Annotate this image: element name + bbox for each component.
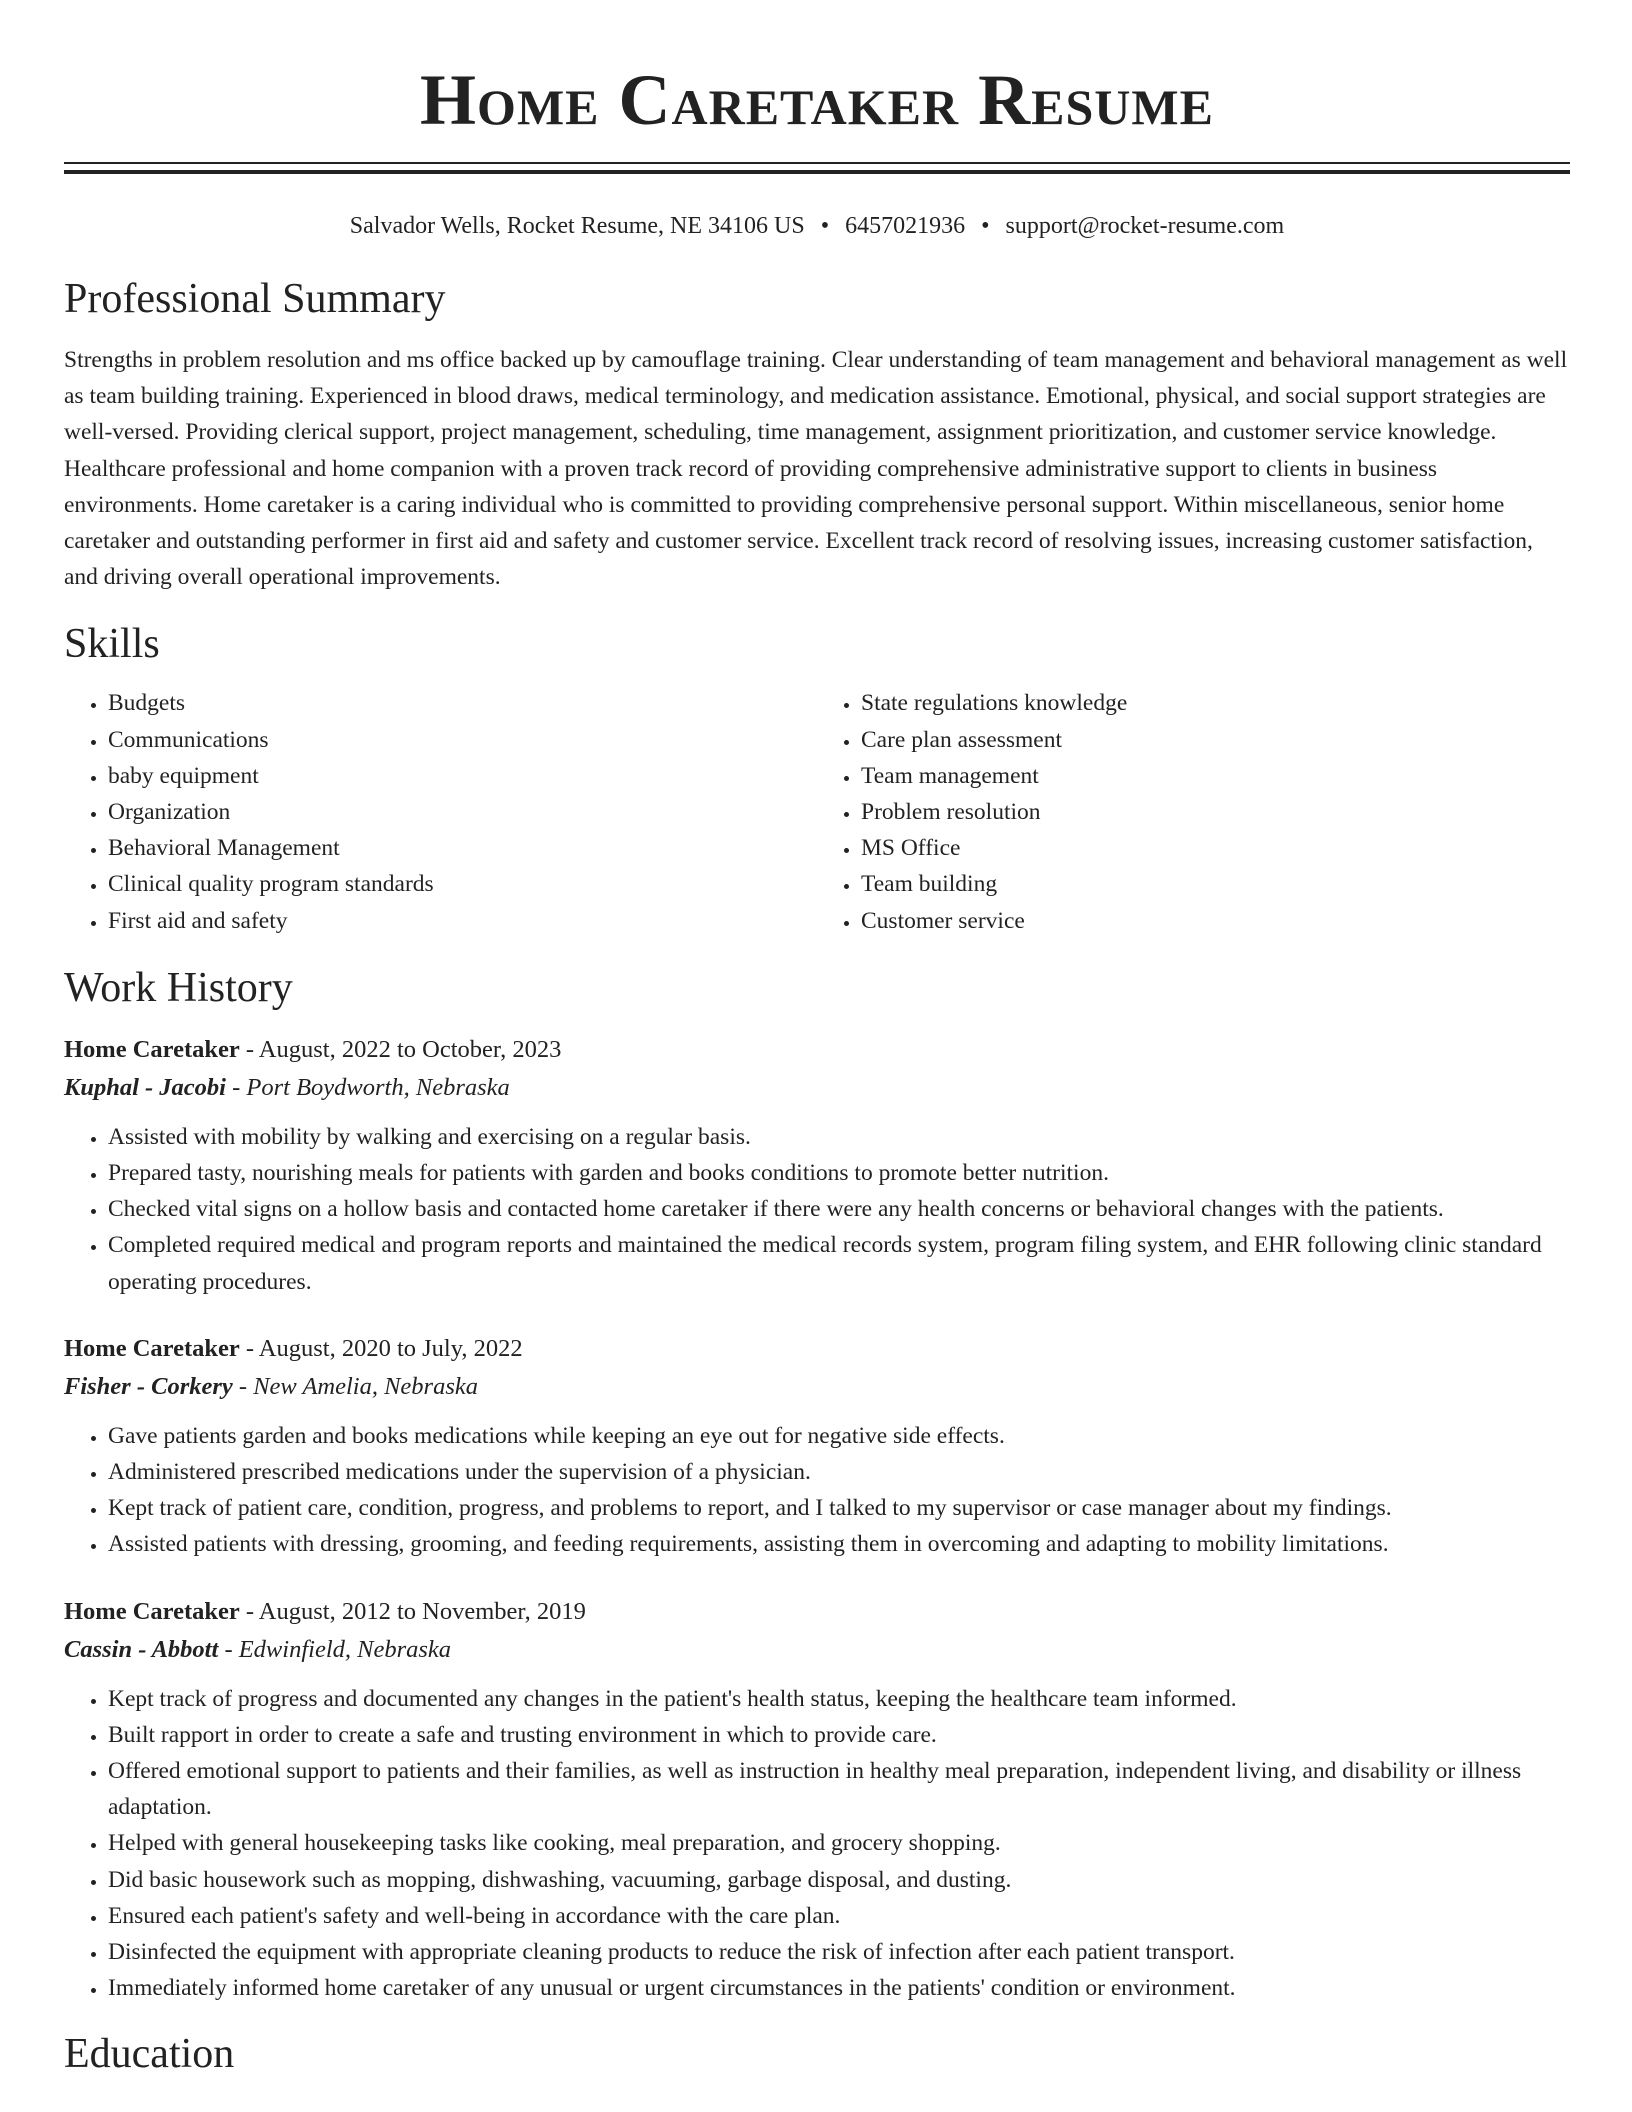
contact-separator: • <box>820 213 830 239</box>
skill-item: • First aid and safety <box>108 903 817 939</box>
skill-item: • MS Office <box>861 830 1570 866</box>
job-dates: - August, 2020 to July, 2022 <box>239 1334 523 1362</box>
contact-phone: 6457021936 <box>845 213 966 239</box>
skills-column-left <box>64 685 817 938</box>
job-bullet: • Assisted patients with dressing, grooming, and feeding requirements, assisting them in overcoming and adapting to mobility limitations. <box>108 1526 1570 1562</box>
job-bullet: • Kept track of patient care, condition, progress, and problems to report, and I talked to my supervisor or case manager about my findings. <box>108 1490 1570 1526</box>
summary-text: Strengths in problem resolution and ms office backed up by camouflage training. Clear understanding of team management and behavioral management as well as team building training. Experienced in blood draws, medical terminology, and medication assistance. Emotional, physical, and social support strategies are well-versed. Providing clerical support, project management, scheduling, time management, assignment prioritization, and customer service knowledge. Healthcare professional and home companion with a proven track record of providing comprehensive administrative support to clients in business environments. Home caretaker is a caring individual who is committed to providing comprehensive personal support. Within miscellaneous, senior home caretaker and outstanding performer in first aid and safety and customer service. Excellent track record of resolving issues, increasing customer satisfaction, and driving overall operational improvements. <box>64 347 1568 591</box>
skill-item: • Problem resolution <box>861 794 1570 830</box>
job-bullet: • Ensured each patient's safety and well-being in accordance with the care plan. <box>108 1898 1570 1934</box>
skills-column-right <box>817 685 1570 938</box>
job-bullet: • Offered emotional support to patients and their families, as well as instruction in healthy meal preparation, independent living, and disability or illness adaptation. <box>108 1753 1570 1825</box>
skill-item: • Behavioral Management <box>108 830 817 866</box>
resume-page <box>64 0 1570 2079</box>
job-title: Home Caretaker <box>64 1035 240 1063</box>
job-title: Home Caretaker <box>64 1597 240 1625</box>
job-company-line <box>64 1069 1570 1107</box>
skill-item: • State regulations knowledge <box>861 685 1570 721</box>
contact-address: Salvador Wells, Rocket Resume, NE 34106 US <box>349 213 805 239</box>
job-dates: - August, 2022 to October, 2023 <box>239 1035 562 1063</box>
job-location: - Port Boydworth, Nebraska <box>226 1073 510 1101</box>
job-location: - New Amelia, Nebraska <box>232 1372 479 1400</box>
job-company-line <box>64 1631 1570 1669</box>
job-bullet: • Did basic housework such as mopping, dishwashing, vacuuming, garbage disposal, and dusting. <box>108 1862 1570 1898</box>
work-history-heading: Work History <box>64 964 293 1011</box>
job-title-line <box>64 1031 1570 1069</box>
job-bullet: • Kept track of progress and documented any changes in the patient's health status, keeping the healthcare team informed. <box>108 1681 1570 1717</box>
job-bullet: • Assisted with mobility by walking and exercising on a regular basis. <box>108 1119 1570 1155</box>
job-company: Fisher - Corkery <box>64 1372 233 1400</box>
job-bullet: • Built rapport in order to create a safe and trusting environment in which to provide care. <box>108 1717 1570 1753</box>
resume-title: Home Caretaker Resume <box>420 60 1214 140</box>
job-bullet: • Checked vital signs on a hollow basis and contacted home caretaker if there were any health concerns or behavioral changes with the patients. <box>108 1191 1570 1227</box>
skill-item: • Team management <box>861 758 1570 794</box>
job-bullets <box>64 1119 1570 1300</box>
contact-line <box>64 210 1570 242</box>
title-divider-thin <box>64 162 1570 164</box>
job-bullet: • Administered prescribed medications under the supervision of a physician. <box>108 1454 1570 1490</box>
skills-list <box>64 685 1570 938</box>
job-bullet: • Helped with general housekeeping tasks like cooking, meal preparation, and grocery shopping. <box>108 1825 1570 1861</box>
job-entry <box>64 1031 1570 1300</box>
summary-heading: Professional Summary <box>64 276 446 322</box>
education-heading: Education <box>64 2030 235 2077</box>
job-location: - Edwinfield, Nebraska <box>218 1635 452 1663</box>
contact-separator: • <box>981 213 990 239</box>
job-bullet: • Disinfected the equipment with appropriate cleaning products to reduce the risk of infection after each patient transport. <box>108 1934 1570 1970</box>
job-company: Cassin - Abbott <box>64 1635 219 1663</box>
job-bullet: • Immediately informed home caretaker of any unusual or urgent circumstances in the patients' condition or environment. <box>108 1970 1570 2006</box>
job-bullets <box>64 1681 1570 2007</box>
job-title: Home Caretaker <box>64 1334 240 1362</box>
job-entry <box>64 1593 1570 2007</box>
skill-item: • Budgets <box>108 685 817 721</box>
contact-email[interactable]: support@rocket-resume.com <box>1005 213 1285 239</box>
job-bullet: • Gave patients garden and books medications while keeping an eye out for negative side effects. <box>108 1418 1570 1454</box>
skill-item: • Clinical quality program standards <box>108 866 817 902</box>
skill-item: • Care plan assessment <box>861 722 1570 758</box>
title-divider-thick <box>64 170 1570 174</box>
job-entry <box>64 1330 1570 1563</box>
skill-item: • Communications <box>108 722 817 758</box>
job-bullets <box>64 1418 1570 1563</box>
job-bullet: • Completed required medical and program reports and maintained the medical records system, program filing system, and EHR following clinic standard operating procedures. <box>108 1227 1570 1299</box>
job-title-line <box>64 1593 1570 1631</box>
job-title-line <box>64 1330 1570 1368</box>
job-company: Kuphal - Jacobi <box>64 1073 226 1101</box>
skill-item: • Organization <box>108 794 817 830</box>
job-company-line <box>64 1368 1570 1406</box>
skill-item: • baby equipment <box>108 758 817 794</box>
skill-item: • Team building <box>861 866 1570 902</box>
job-bullet: • Prepared tasty, nourishing meals for patients with garden and books conditions to promote better nutrition. <box>108 1155 1570 1191</box>
skills-heading: Skills <box>64 621 160 668</box>
skill-item: • Customer service <box>861 903 1570 939</box>
job-dates: - August, 2012 to November, 2019 <box>239 1597 586 1625</box>
